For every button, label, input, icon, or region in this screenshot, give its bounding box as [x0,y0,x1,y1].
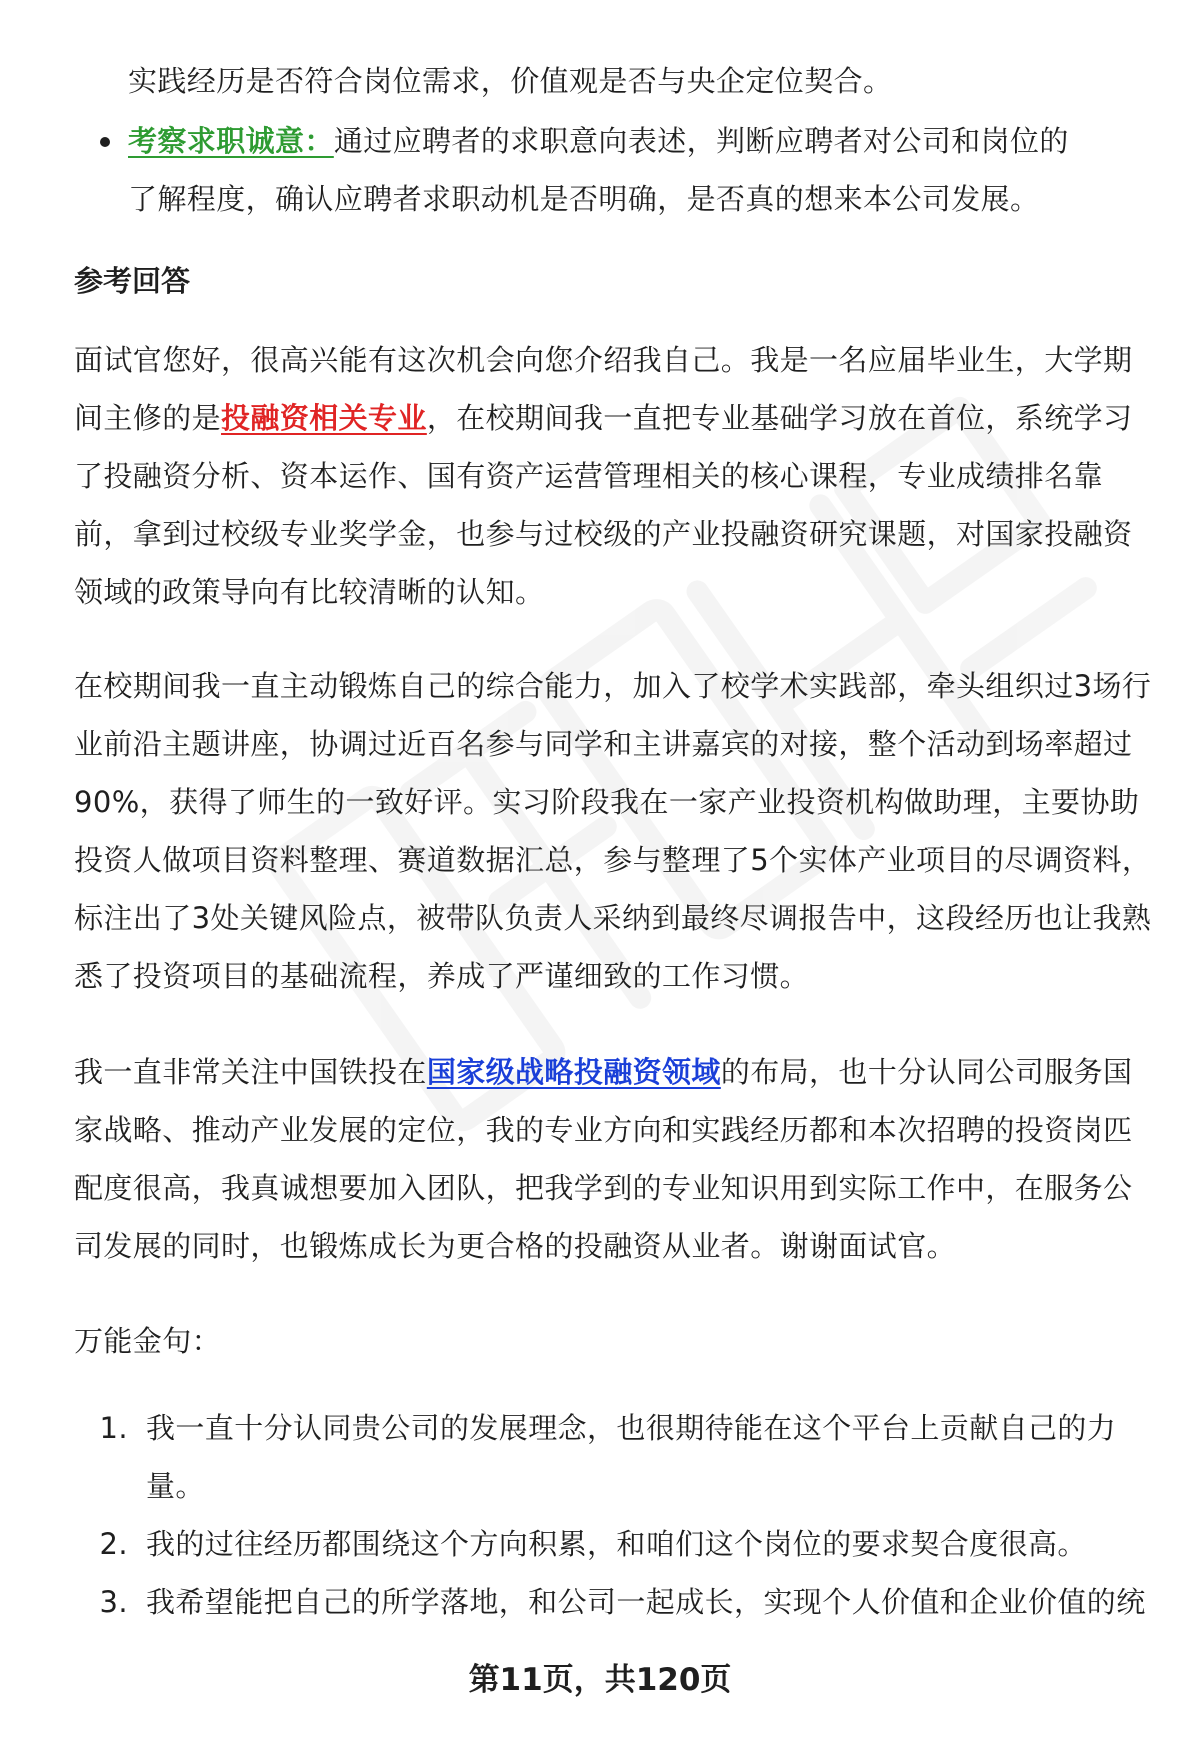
paragraph-1-highlight: 投融资相关专业 [221,401,427,435]
list-item [74,1515,1154,1573]
intro-line: 实践经历是否符合岗位需求，价值观是否与央企定位契合。 [128,64,893,98]
list-item-number: 2. [99,1527,128,1561]
paragraph-3 [74,1043,1154,1275]
bullet-label: 考察求职诚意： [128,124,334,158]
list-item [74,1399,1154,1515]
paragraph-1-after: ，在校期间我一直把专业基础学习放在首位，系统学习了投融资分析、资本运作、国有资产运营管理相关的核心课程，专业成绩排名靠前，拿到过校级专业奖学金，也参与过校级的产业投融资研究课题，对国家投融资领域的政策导向有比较清晰的认知。 [74,401,1133,609]
paragraph-2: 在校期间我一直主动锻炼自己的综合能力，加入了校学术实践部，牵头组织过3场行业前沿主题讲座，协调过近百名参与同学和主讲嘉宾的对接，整个活动到场率超过90%，获得了师生的一致好评。实习阶段我在一家产业投资机构做助理，主要协助投资人做项目资料整理、赛道数据汇总，参与整理了5个实体产业项目的尽调资料，标注出了3处关键风险点，被带队负责人采纳到最终尽调报告中，这段经历也让我熟悉了投资项目的基础流程，养成了严谨细致的工作习惯。 [74,669,1152,993]
golden-label: 万能金句： [74,1324,222,1358]
list-item-text: 我一直十分认同贵公司的发展理念，也很期待能在这个平台上贡献自己的力量。 [146,1411,1117,1503]
list-item [74,1573,1154,1631]
list-item-number: 3. [99,1585,128,1619]
list-item-number: 1. [99,1411,128,1445]
bullet-content [128,112,1074,228]
section-heading: 参考回答 [74,264,191,298]
paragraph-1 [74,331,1154,621]
paragraph-1-before: 面试官您好，很高兴能有这次机会向您介绍我自己。我是一名应届毕业生，大学期间主修的是 [74,343,1133,435]
list-item-text: 我的过往经历都围绕这个方向积累，和咱们这个岗位的要求契合度很高。 [146,1527,1087,1561]
bullet-item [74,112,1074,228]
page-footer: 第11页，共120页 [468,1662,732,1698]
list-item-text: 我希望能把自己的所学落地，和公司一起成长，实现个人价值和企业价值的统 [146,1585,1146,1619]
paragraph-3-before: 我一直非常关注中国铁投在 [74,1055,427,1089]
bullet-text: 通过应聘者的求职意向表述，判断应聘者对公司和岗位的了解程度，确认应聘者求职动机是否明确，是否真的想来本公司发展。 [128,124,1069,216]
paragraph-3-after: 的布局，也十分认同公司服务国家战略、推动产业发展的定位，我的专业方向和实践经历都和本次招聘的投资岗匹配度很高，我真诚想要加入团队，把我学到的专业知识用到实际工作中，在服务公司发展的同时，也锻炼成长为更合格的投融资从业者。谢谢面试官。 [74,1055,1133,1263]
paragraph-3-highlight: 国家级战略投融资领域 [426,1055,721,1089]
bullet-dot-icon [74,112,128,228]
